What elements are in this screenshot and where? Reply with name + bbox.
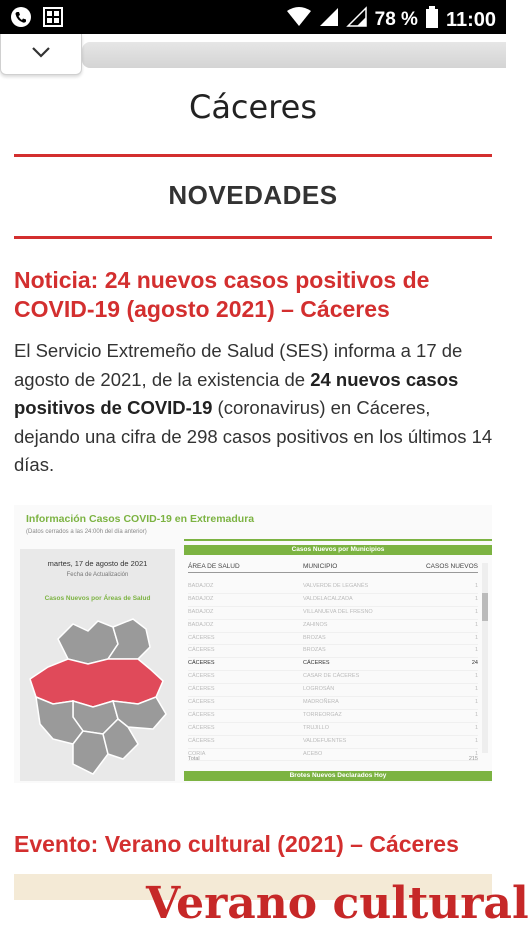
cell-area: CÁCERES: [188, 673, 215, 680]
table-row: [188, 620, 478, 633]
cell-municipio: VALVERDE DE LEGANÉS: [303, 583, 369, 589]
cell-casos: 1: [474, 583, 478, 589]
table-row: [188, 645, 478, 658]
table-row: [188, 710, 478, 723]
cell-casos: 1: [474, 621, 478, 628]
areas-title: Casos Nuevos por Áreas de Salud: [44, 595, 151, 602]
event-title-link[interactable]: Evento: Verano cultural (2021) – Cáceres: [14, 831, 459, 857]
cell-casos: 1: [474, 647, 478, 654]
battery-icon: [426, 6, 438, 34]
table-header: [188, 563, 478, 573]
table-scroll-thumb: [482, 593, 488, 621]
cell-municipio: ACEBO: [303, 750, 323, 757]
table-row: [188, 736, 478, 749]
cell-casos: 1: [474, 686, 478, 693]
cell-area: BADAJOZ: [188, 621, 214, 628]
column-header: CASOS NUEVOS: [425, 563, 478, 570]
cell-area: CÁCERES: [188, 634, 215, 641]
phone-icon: [10, 6, 32, 33]
table-row: [188, 723, 478, 736]
cell-casos: 1: [474, 737, 478, 744]
table-row: [188, 697, 478, 710]
banner-text: Verano cultural: [146, 878, 529, 929]
cell-casos: 1: [474, 699, 478, 706]
infographic-subtitle: (Datos cerrados a las 24:00h del día anterior): [26, 529, 147, 535]
cell-casos: 1: [474, 595, 478, 602]
column-header: ÁREA DE SALUD: [188, 563, 240, 570]
table-row: [188, 607, 478, 620]
page-title: Cáceres: [188, 88, 318, 126]
cell-municipio: CÁCERES: [303, 660, 330, 667]
cell-area: CÁCERES: [188, 660, 215, 667]
signal-icon: [319, 7, 339, 33]
cell-area: CÁCERES: [188, 724, 215, 731]
infographic-rule: [184, 539, 492, 541]
divider: [14, 236, 492, 239]
total-spacer: [303, 756, 423, 762]
cell-municipio: BROZAS: [303, 634, 326, 641]
cell-casos: 1: [474, 750, 478, 757]
table-row: [188, 581, 478, 594]
article-body-text: El Servicio Extremeño de Salud (SES) informa a 17 de agosto de 2021, de la existencia de: [14, 340, 463, 390]
update-date: martes, 17 de agosto de 2021: [47, 559, 148, 568]
article-title-link[interactable]: Noticia: 24 nuevos casos positivos de COVID-19 (agosto 2021) – Cáceres: [14, 267, 430, 322]
cell-area: BADAJOZ: [188, 583, 214, 589]
cell-area: CÁCERES: [188, 686, 215, 693]
chevron-down-icon: [31, 45, 51, 63]
article-body-text: (coronavirus) en Cáceres, dejando una cifra de 298 casos positivos en los últimos 14 días.: [14, 397, 493, 475]
clock: 11:00: [445, 8, 496, 31]
extremadura-map: [28, 609, 168, 779]
section-title: NOVEDADES: [168, 180, 338, 210]
battery-percent: 78 %: [374, 9, 418, 30]
cell-casos: 1: [474, 608, 478, 615]
cell-casos: 1: [474, 724, 478, 731]
cell-municipio: TRUJILLO: [303, 724, 329, 731]
table-total-row: [188, 756, 478, 762]
total-label: Total: [188, 756, 200, 762]
table-row: [188, 594, 478, 607]
cell-area: CORIA: [188, 750, 206, 757]
total-value: 215: [468, 756, 478, 762]
map-region-zafra: [73, 731, 108, 774]
signal-icon: [347, 7, 367, 33]
table-row: [188, 633, 478, 646]
infographic-table-panel: [184, 545, 492, 781]
column-header: MUNICIPIO: [303, 563, 338, 570]
cell-casos: 1: [474, 634, 478, 641]
article-body: [14, 337, 496, 480]
table-scrollbar: [482, 563, 488, 753]
table-row: [188, 671, 478, 684]
cell-area: BADAJOZ: [188, 595, 214, 602]
date-box: [20, 549, 175, 589]
status-bar: [0, 0, 506, 34]
cell-municipio: VALDELACALZADA: [303, 595, 353, 602]
divider: [14, 154, 492, 157]
outbreaks-title: Brotes Nuevos Declarados Hoy: [184, 771, 492, 781]
gallery-icon: [42, 6, 64, 33]
cell-municipio: VILLANUEVA DEL FRESNO: [303, 608, 373, 615]
cell-municipio: LOGROSÁN: [303, 686, 335, 693]
cell-municipio: CASAR DE CÁCERES: [303, 673, 360, 680]
cell-municipio: TORREORGAZ: [303, 711, 342, 718]
cell-municipio: ZAHINOS: [303, 621, 328, 628]
cell-casos: 1: [474, 673, 478, 680]
cell-area: CÁCERES: [188, 711, 215, 718]
table-body: [188, 581, 478, 761]
cell-casos: 24: [471, 660, 478, 667]
cell-area: CÁCERES: [188, 699, 215, 706]
article-body-highlight: 24 nuevos casos positivos de COVID-19: [14, 368, 459, 418]
cell-municipio: BROZAS: [303, 647, 326, 654]
table-row: [188, 684, 478, 697]
cell-municipio: VALDEFUENTES: [303, 737, 347, 744]
article-image[interactable]: [14, 505, 492, 783]
cell-area: CÁCERES: [188, 647, 215, 654]
table-row-highlighted: [188, 658, 478, 671]
cell-municipio: MADROÑERA: [303, 699, 339, 706]
top-bar-track: [82, 42, 506, 68]
infographic-left-panel: [20, 549, 175, 781]
menu-toggle-button[interactable]: [0, 34, 82, 75]
table-title: Casos Nuevos por Municipios: [184, 545, 492, 555]
wifi-icon: [287, 7, 311, 33]
event-banner-image[interactable]: [14, 874, 529, 929]
cell-area: BADAJOZ: [188, 608, 214, 615]
cell-area: CÁCERES: [188, 737, 215, 744]
update-date-label: Fecha de Actualización: [66, 572, 129, 578]
map-region-caceres: [30, 659, 163, 707]
infographic-title: Información Casos COVID-19 en Extremadura: [26, 513, 255, 525]
cell-casos: 1: [474, 711, 478, 718]
